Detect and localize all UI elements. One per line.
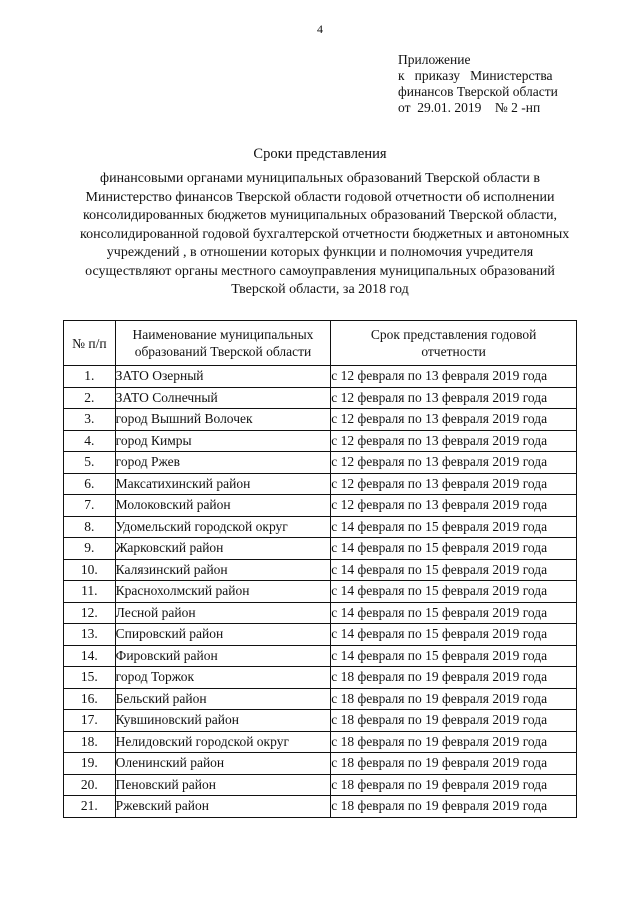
row-number: 16. [64, 688, 116, 710]
table-row [64, 645, 577, 667]
row-number: 9. [64, 538, 116, 560]
row-number: 13. [64, 624, 116, 646]
appendix-block [398, 52, 618, 116]
appendix-line: Приложение [398, 52, 471, 67]
subtitle-line: осуществляют органы местного самоуправления муниципальных образований [85, 263, 555, 279]
row-number: 4. [64, 430, 116, 452]
municipality-name: Оленинский район [115, 753, 331, 775]
municipality-name: Спировский район [115, 624, 331, 646]
submission-period: с 14 февраля по 15 февраля 2019 года [331, 538, 577, 560]
submission-period: с 14 февраля по 15 февраля 2019 года [331, 581, 577, 603]
submission-period: с 12 февраля по 13 февраля 2019 года [331, 366, 577, 388]
row-number: 6. [64, 473, 116, 495]
municipality-name: Бельский район [115, 688, 331, 710]
submission-period: с 14 февраля по 15 февраля 2019 года [331, 645, 577, 667]
municipality-name: Краснохолмский район [115, 581, 331, 603]
submission-period: с 18 февраля по 19 февраля 2019 года [331, 796, 577, 818]
table-row [64, 753, 577, 775]
municipality-name: Лесной район [115, 602, 331, 624]
row-number: 12. [64, 602, 116, 624]
submission-period: с 14 февраля по 15 февраля 2019 года [331, 602, 577, 624]
municipality-name: город Вышний Волочек [115, 409, 331, 431]
header-period [331, 321, 577, 366]
submission-period: с 12 февраля по 13 февраля 2019 года [331, 495, 577, 517]
header-period-line: отчетности [421, 344, 486, 359]
table-row [64, 516, 577, 538]
table-row [64, 559, 577, 581]
municipality-name: Калязинский район [115, 559, 331, 581]
row-number: 21. [64, 796, 116, 818]
table-row [64, 409, 577, 431]
submission-period: с 14 февраля по 15 февраля 2019 года [331, 624, 577, 646]
table-row [64, 581, 577, 603]
deadlines-table [63, 320, 577, 818]
subtitle-line: консолидированных бюджетов муниципальных образований Тверской области, [83, 208, 557, 223]
subtitle-line: финансовыми органами муниципальных образований Тверской области в [100, 171, 540, 186]
header-name-line: Наименование муниципальных [132, 327, 314, 342]
row-number: 18. [64, 731, 116, 753]
table-row [64, 624, 577, 646]
table-row [64, 387, 577, 409]
document-title: Сроки представления [253, 146, 387, 162]
submission-period: с 12 февраля по 13 февраля 2019 года [331, 452, 577, 474]
submission-period: с 18 февраля по 19 февраля 2019 года [331, 667, 577, 689]
municipality-name: ЗАТО Солнечный [115, 387, 331, 409]
municipality-name: Фировский район [115, 645, 331, 667]
municipality-name: Ржевский район [115, 796, 331, 818]
appendix-line: от 29.01. 2019 № 2 -нп [398, 100, 541, 115]
row-number: 2. [64, 387, 116, 409]
subtitle-line: Тверской области, за 2018 год [231, 282, 409, 297]
submission-period: с 18 февраля по 19 февраля 2019 года [331, 688, 577, 710]
municipality-name: город Ржев [115, 452, 331, 474]
row-number: 7. [64, 495, 116, 517]
table-row [64, 452, 577, 474]
table-row [64, 366, 577, 388]
row-number: 1. [64, 366, 116, 388]
subtitle-line: консолидированной годовой бухгалтерской отчетности бюджетных и автономных [80, 226, 570, 242]
municipality-name: Максатихинский район [115, 473, 331, 495]
appendix-line: к приказу Министерства [398, 68, 553, 83]
document-subtitle [80, 170, 570, 300]
submission-period: с 12 февраля по 13 февраля 2019 года [331, 387, 577, 409]
table-body [64, 366, 577, 818]
submission-period: с 12 февраля по 13 февраля 2019 года [331, 409, 577, 431]
submission-period: с 18 февраля по 19 февраля 2019 года [331, 710, 577, 732]
subtitle-line: Министерство финансов Тверской области годовой отчетности об исполнении [85, 189, 555, 205]
row-number: 17. [64, 710, 116, 732]
municipality-name: Кувшиновский район [115, 710, 331, 732]
row-number: 3. [64, 409, 116, 431]
table-row [64, 710, 577, 732]
table-row [64, 430, 577, 452]
submission-period: с 14 февраля по 15 февраля 2019 года [331, 559, 577, 581]
table-row [64, 538, 577, 560]
table-row [64, 473, 577, 495]
row-number: 19. [64, 753, 116, 775]
municipality-name: Пеновский район [115, 774, 331, 796]
table-row [64, 602, 577, 624]
page-number: 4 [317, 22, 323, 36]
table-row [64, 495, 577, 517]
municipality-name: Удомельский городской округ [115, 516, 331, 538]
header-num: № п/п [64, 321, 116, 366]
municipality-name: ЗАТО Озерный [115, 366, 331, 388]
table-header-row [64, 321, 577, 366]
row-number: 20. [64, 774, 116, 796]
header-name [115, 321, 331, 366]
appendix-line: финансов Тверской области [398, 84, 558, 99]
submission-period: с 18 февраля по 19 февраля 2019 года [331, 731, 577, 753]
table-row [64, 688, 577, 710]
municipality-name: Жарковский район [115, 538, 331, 560]
header-name-line: образований Тверской области [134, 344, 312, 359]
table-row [64, 667, 577, 689]
row-number: 15. [64, 667, 116, 689]
subtitle-line: учреждений , в отношении которых функции и полномочия учредителя [106, 245, 534, 260]
row-number: 11. [64, 581, 116, 603]
row-number: 10. [64, 559, 116, 581]
municipality-name: город Торжок [115, 667, 331, 689]
header-period-line: Срок представления годовой [370, 327, 537, 342]
submission-period: с 18 февраля по 19 февраля 2019 года [331, 774, 577, 796]
submission-period: с 14 февраля по 15 февраля 2019 года [331, 516, 577, 538]
municipality-name: город Кимры [115, 430, 331, 452]
municipality-name: Нелидовский городской округ [115, 731, 331, 753]
submission-period: с 18 февраля по 19 февраля 2019 года [331, 753, 577, 775]
municipality-name: Молоковский район [115, 495, 331, 517]
table-row [64, 796, 577, 818]
row-number: 5. [64, 452, 116, 474]
submission-period: с 12 февраля по 13 февраля 2019 года [331, 430, 577, 452]
row-number: 8. [64, 516, 116, 538]
table-row [64, 774, 577, 796]
submission-period: с 12 февраля по 13 февраля 2019 года [331, 473, 577, 495]
table-row [64, 731, 577, 753]
row-number: 14. [64, 645, 116, 667]
